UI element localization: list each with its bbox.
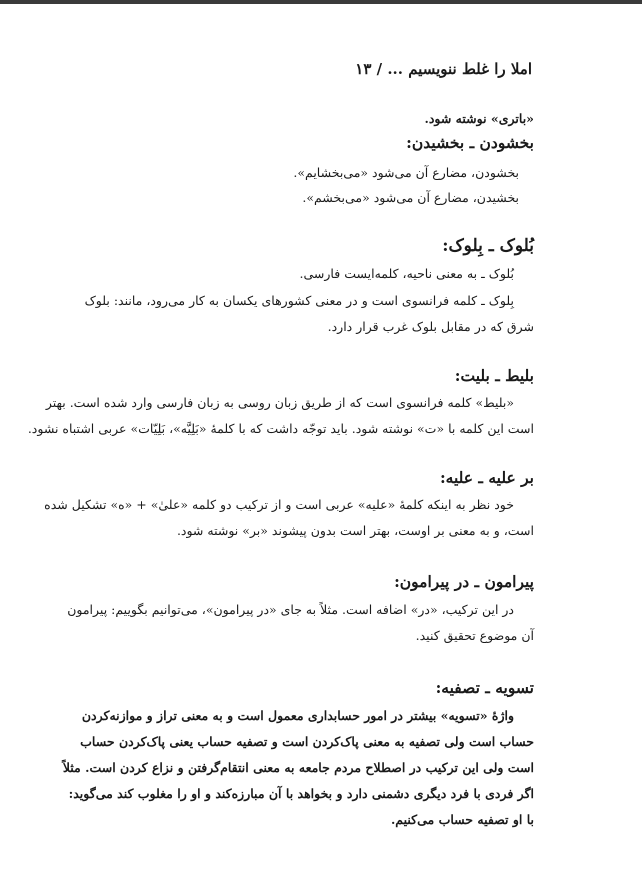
body-line: آن موضوع تحقیق کنید.	[415, 628, 534, 643]
body-line: بخشودن، مضارع آن می‌شود «می‌بخشایم».	[293, 165, 519, 180]
section-heading: بلیط ـ بلیت:	[454, 366, 534, 385]
body-line: خود نظر به اینکه کلمهٔ «علیه» عربی است و از ترکیب دو کلمه «علیٰ» + «ه» تشکیل شده	[44, 497, 514, 512]
body-line: بُلوک ـ به معنی ناحیه، کلمه‌ایست فارسی.	[299, 266, 514, 281]
body-line: اگر فردی با فرد دیگری دشمنی دارد و بخواهد با آن مبارزه‌کند و او را مغلوب کند می‌گوید:	[68, 786, 534, 801]
body-line: بخشیدن، مضارع آن می‌شود «می‌بخشم».	[302, 190, 519, 205]
body-line: است ولی این ترکیب در اصطلاح مردم جامعه به معنی انتقام‌گرفتن و نزاع کردن است. مثلاً	[62, 760, 534, 775]
body-line: است، و به معنی بر اوست، بهتر است بدون پیشوند «بر» نوشته شود.	[176, 523, 534, 538]
body-line: حساب است ولی تصفیه به معنی پاک‌کردن است و تصفیه حساب یعنی پاک‌کردن حساب	[80, 734, 534, 749]
body-line: بِلوک ـ کلمه فرانسوی است و در معنی کشورهای یکسان به کار می‌رود، مانند: بلوک	[84, 293, 514, 308]
body-line: با او تصفیه حساب می‌کنیم.	[390, 812, 534, 827]
continuation-line: «باتری» نوشته شود.	[424, 111, 534, 126]
body-line: واژهٔ «تسویه» بیشتر در امور حسابداری معمول است و به معنی تراز و موازنه‌کردن	[81, 708, 514, 723]
body-line: شرق که در مقابل بلوک غرب قرار دارد.	[327, 319, 534, 334]
section-heading: بخشودن ـ بخشیدن:	[406, 133, 534, 152]
section-heading: بُلوک ـ بِلوک:	[442, 236, 534, 256]
section-heading: پیرامون ـ در پیرامون:	[394, 572, 534, 591]
body-line: است این کلمه با «ت» نوشته شود. باید توجّه داشت که با کلمهٔ «بَلِیَّه»، بَلِیّات» عربی اشتباه نشود.	[27, 421, 534, 436]
page-header: املا را غلط ننویسیم ... / ۱۳	[355, 60, 532, 78]
body-line: در این ترکیب، «در» اضافه است. مثلاً به جای «در پیرامون»، می‌توانیم بگوییم: پیرامون	[67, 602, 514, 617]
section-heading: تسویه ـ تصفیه:	[435, 678, 534, 697]
section-heading: بر علیه ـ علیه:	[439, 468, 534, 487]
body-line: «بلیط» کلمه فرانسوی است که از طریق زبان روسی به زبان فارسی وارد شده است. بهتر	[45, 395, 514, 410]
